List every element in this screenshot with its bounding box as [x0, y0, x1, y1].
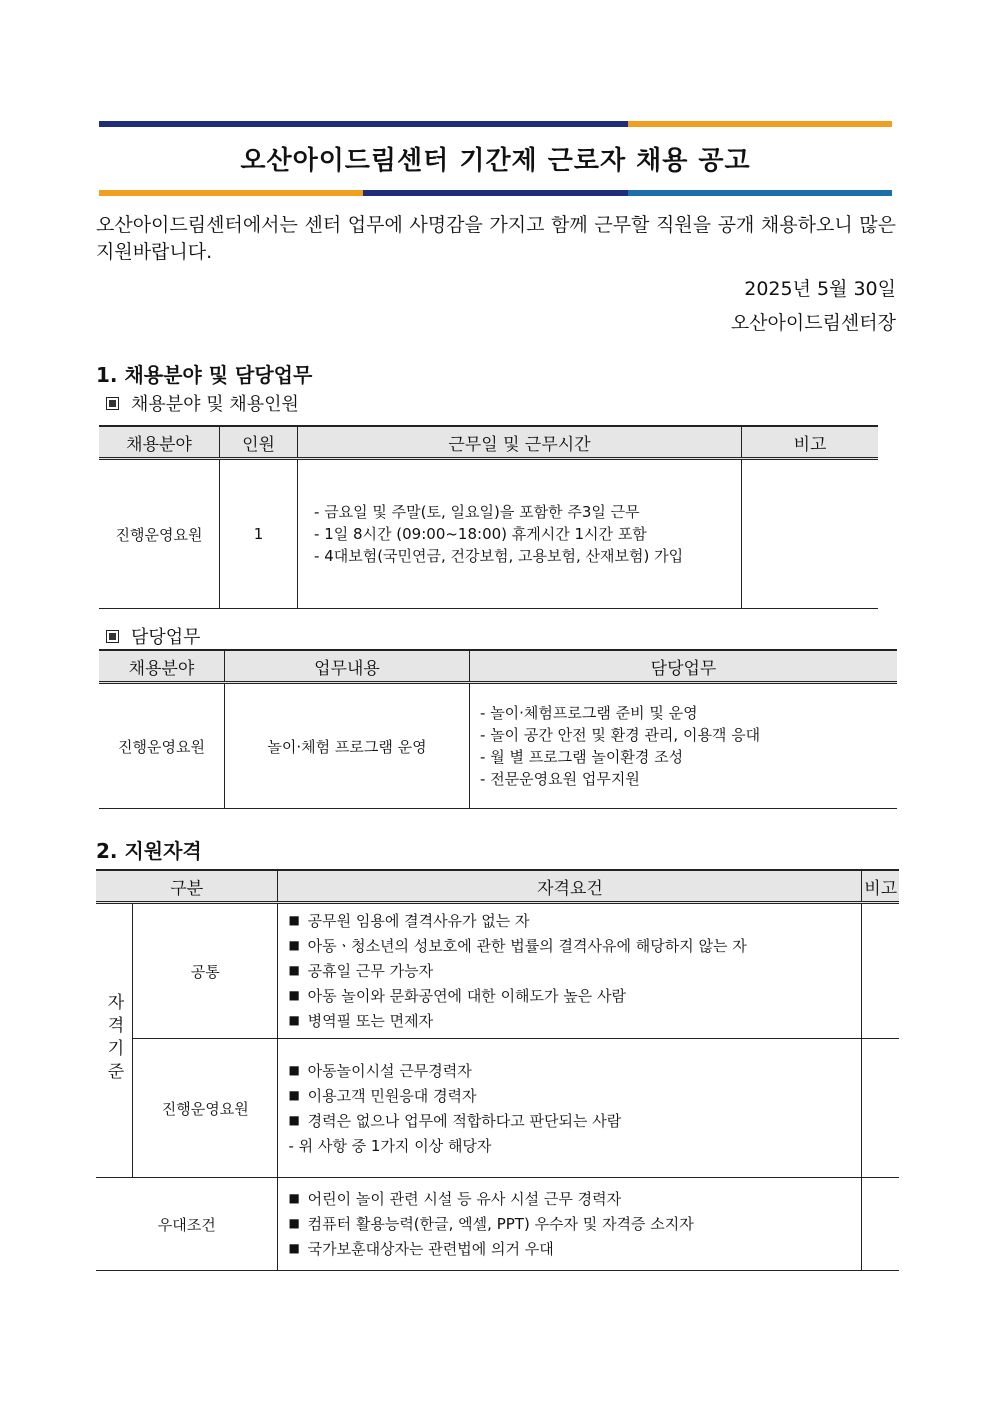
list-item: ■ 국가보훈대상자는 관련법에 의거 우대: [288, 1237, 861, 1262]
col-header: 비고: [742, 426, 879, 459]
group-label: 자격기준: [103, 992, 124, 1085]
field-cell: 진행운영요원: [99, 683, 225, 809]
note-cell: [862, 1178, 899, 1271]
announcement-date: 2025년 5월 30일: [744, 278, 896, 300]
common-label: 공통: [133, 903, 278, 1039]
col-header: 채용분야: [99, 650, 225, 683]
note-cell: [862, 903, 899, 1039]
list-item: - 4대보험(국민연금, 건강보험, 고용보험, 산재보험) 가입: [314, 545, 741, 567]
list-item: ■ 어린이 놀이 관련 시설 등 유사 시설 근무 경력자: [288, 1187, 861, 1212]
page-title: 오산아이드림센터 기간제 근로자 채용 공고: [240, 146, 751, 176]
col-header: 구분: [96, 870, 278, 903]
note-cell: [862, 1039, 899, 1178]
col-header: 채용분야: [99, 426, 220, 459]
issuer: 오산아이드림센터장: [730, 312, 896, 334]
list-item: ■ 공휴일 근무 가능자: [288, 959, 861, 984]
col-header: 비고: [862, 870, 899, 903]
list-item: - 전문운영요원 업무지원: [480, 768, 897, 790]
subsection-recruitment: 채용분야 및 채용인원: [106, 390, 299, 416]
count-cell: 1: [220, 459, 298, 609]
table-row: [99, 459, 878, 609]
role-label: 진행운영요원: [133, 1039, 278, 1178]
list-item: ■ 경력은 없으나 업무에 적합하다고 판단되는 사람: [288, 1109, 861, 1134]
content-cell: 놀이·체험 프로그램 운영: [225, 683, 470, 809]
list-item: - 놀이 공간 안전 및 환경 관리, 이용객 응대: [480, 724, 897, 746]
list-item: - 놀이·체험프로그램 준비 및 운영: [480, 702, 897, 724]
qualification-table: [96, 869, 899, 1271]
list-item: ■ 아동ㆍ청소년의 성보호에 관한 법률의 결격사유에 해당하지 않는 자: [288, 934, 861, 959]
col-header: 업무내용: [225, 650, 470, 683]
col-header: 근무일 및 근무시간: [298, 426, 742, 459]
role-items-cell: [278, 1039, 862, 1178]
list-item: ■ 아동 놀이와 문화공연에 대한 이해도가 높은 사람: [288, 984, 861, 1009]
intro-text: 오산아이드림센터에서는 센터 업무에 사명감을 가지고 함께 근무할 직원을 공개 채용하오니 많은 지원바랍니다.: [96, 214, 896, 263]
list-item: - 월 별 프로그램 놀이환경 조성: [480, 746, 897, 768]
work-hours-cell: [298, 459, 742, 609]
pref-label: 우대조건: [96, 1178, 278, 1271]
note-cell: [742, 459, 879, 609]
recruitment-table: [99, 425, 878, 609]
role-note: - 위 사항 중 1가지 이상 해당자: [288, 1136, 492, 1155]
table-row: [96, 1039, 899, 1178]
col-header: 담당업무: [470, 650, 898, 683]
list-item: - 금요일 및 주말(토, 일요일)을 포함한 주3일 근무: [314, 501, 741, 523]
group-label-cell: [96, 903, 133, 1178]
square-bullet-icon: [106, 397, 119, 410]
list-item: - 1일 8시간 (09:00~18:00) 휴게시간 1시간 포함: [314, 523, 741, 545]
list-item: ■ 공무원 임용에 결격사유가 없는 자: [288, 909, 861, 934]
bottom-color-bar: [99, 190, 892, 196]
pref-items-cell: [278, 1178, 862, 1271]
col-header: 자격요건: [278, 870, 862, 903]
duties-cell: [470, 683, 898, 809]
list-item: ■ 아동놀이시설 근무경력자: [288, 1059, 861, 1084]
table-row: [96, 903, 899, 1039]
common-items-cell: [278, 903, 862, 1039]
list-item: ■ 이용고객 민원응대 경력자: [288, 1084, 861, 1109]
section1-heading: 1. 채용분야 및 담당업무: [96, 363, 313, 387]
field-cell: 진행운영요원: [99, 459, 220, 609]
table-row: [96, 1178, 899, 1271]
list-item: ■ 컴퓨터 활용능력(한글, 엑셀, PPT) 우수자 및 자격증 소지자: [288, 1212, 861, 1237]
list-item: ■ 병역필 또는 면제자: [288, 1009, 861, 1034]
section2-heading: 2. 지원자격: [96, 839, 202, 863]
square-bullet-icon: [106, 630, 119, 643]
table-row: [99, 683, 897, 809]
col-header: 인원: [220, 426, 298, 459]
top-color-bar: [99, 121, 892, 127]
subsection-duties: 담당업무: [106, 623, 201, 649]
duties-table: [99, 649, 897, 809]
